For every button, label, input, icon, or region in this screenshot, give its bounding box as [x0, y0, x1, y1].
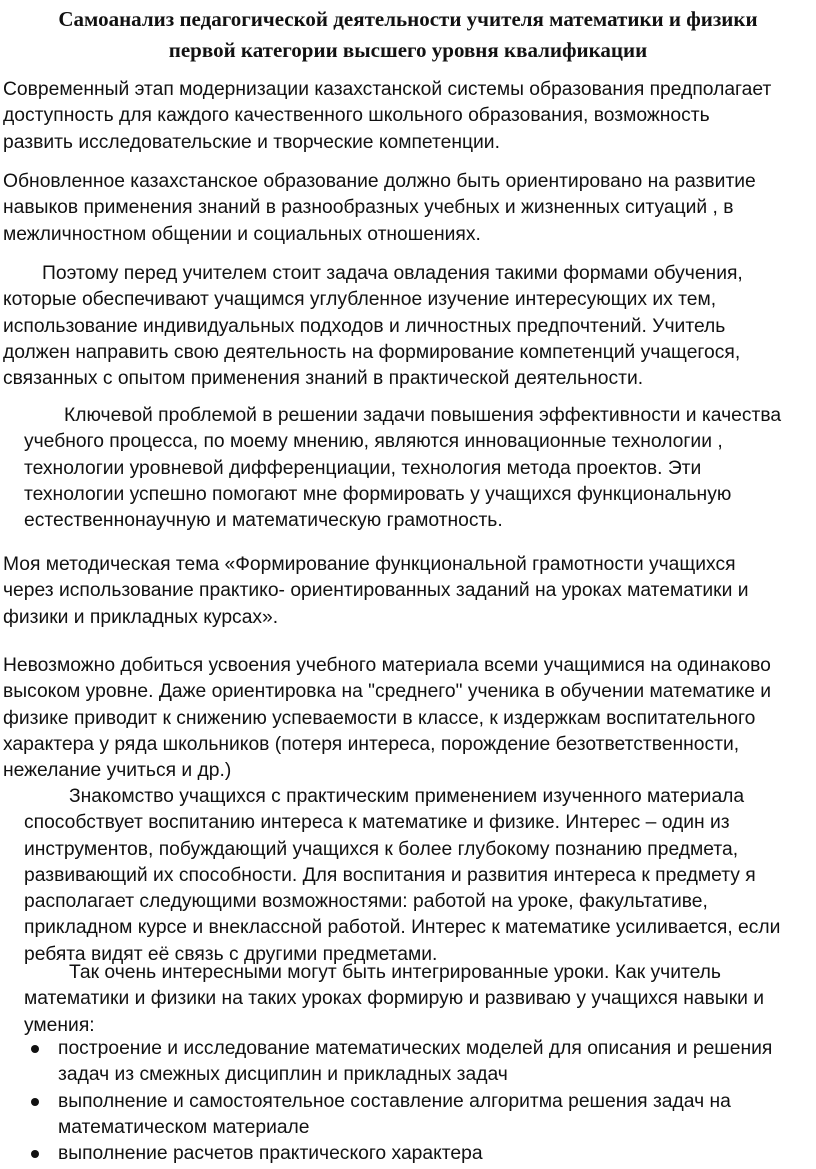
text-line: математическом материале — [58, 1116, 310, 1138]
text-line: математики и физики на таких уроках формирую и развиваю у учащихся навыки и — [24, 988, 765, 1010]
text-line: нежелание учиться и др.) — [3, 760, 232, 782]
paragraph-updated-education — [3, 169, 756, 248]
skills-list — [24, 1036, 772, 1167]
title-line-2: первой категории высшего уровня квалификации — [168, 38, 648, 62]
list-item — [24, 1089, 772, 1142]
text-line: связанных с опытом применения знаний в практической деятельности. — [3, 368, 644, 390]
paragraph-methodical-theme — [3, 552, 749, 631]
text-line: инструментов, побуждающий учащихся к более глубокому познанию предмета, — [24, 838, 739, 860]
text-line: построение и исследование математических моделей для описания и решения — [58, 1038, 773, 1059]
paragraph-impossible — [3, 653, 771, 784]
text-line: физики и прикладных курсах». — [3, 606, 279, 628]
text-line: Ключевой проблемой в решении задачи повышения эффективности и качества — [64, 405, 782, 426]
text-line: должен направить свою деятельность на формирование компетенций учащегося, — [3, 341, 741, 363]
text-line: прикладном курсе и внеклассной работой. Интерес к математике усиливается, если — [24, 917, 781, 939]
text-line: Современный этап модернизации казахстанской системы образования предполагает — [3, 79, 772, 100]
text-line: доступность для каждого качественного школьного образования, возможность — [3, 105, 710, 127]
paragraph-key-problem — [24, 403, 781, 534]
text-line: Невозможно добиться усвоения учебного материала всеми учащимися на одинаково — [3, 655, 771, 676]
paragraph-interest — [24, 784, 780, 968]
text-line: располагает следующими возможностями: работой на уроке, факультативе, — [24, 891, 708, 913]
text-line: развить исследовательские и творческие компетенции. — [3, 131, 500, 153]
text-line: умения: — [24, 1014, 95, 1036]
text-line: выполнение расчетов практического характера — [58, 1143, 483, 1165]
text-line: физике приводит к снижению успеваемости в классе, к издержкам воспитательного — [3, 707, 756, 729]
bullet-icon — [31, 1098, 39, 1106]
bullet-icon — [31, 1150, 39, 1158]
text-line: которые обеспечивают учащимся углубленное изучение интересующих их тем, — [3, 289, 717, 311]
text-line: Так очень интересными могут быть интегрированные уроки. Как учитель — [69, 962, 721, 983]
text-line: Моя методическая тема «Формирование функциональной грамотности учащихся — [3, 554, 736, 575]
bullet-icon — [31, 1045, 39, 1053]
text-line: Знакомство учащихся с практическим применением изученного материала — [69, 786, 745, 807]
title-line-1: Самоанализ педагогической деятельности учителя математики и физики — [58, 7, 758, 31]
list-item — [24, 1141, 772, 1167]
text-line: Обновленное казахстанское образование должно быть ориентировано на развитие — [3, 171, 756, 192]
text-line: через использование практико- ориентированных заданий на уроках математики и — [3, 580, 749, 602]
text-line: навыков применения знаний в разнообразных учебных и жизненных ситуаций , в — [3, 197, 734, 219]
text-line: межличностном общении и социальных отношениях. — [3, 223, 481, 245]
text-line: Поэтому перед учителем стоит задача овладения такими формами обучения, — [42, 263, 743, 284]
text-line: технологии успешно помогают мне формировать у учащихся функциональную — [24, 483, 732, 505]
text-line: высоком уровне. Даже ориентировка на "среднего" ученика в обучении математике и — [3, 681, 772, 703]
text-line: ребята видят её связь с другими предметами. — [24, 943, 438, 965]
text-line: использование индивидуальных подходов и личностных предпочтений. Учитель — [3, 315, 726, 337]
text-line: задач из смежных дисциплин и прикладных задач — [58, 1064, 508, 1086]
text-line: естественнонаучную и математическую грамотность. — [24, 510, 503, 532]
text-line: выполнение и самостоятельное составление алгоритма решения задач на — [58, 1090, 731, 1112]
text-line: развивающий их способности. Для воспитания и развития интереса к предмету я — [24, 864, 756, 886]
text-line: учебного процесса, по моему мнению, являются инновационные технологии , — [24, 431, 723, 453]
list-item — [24, 1036, 772, 1089]
paragraph-modernization — [3, 77, 771, 156]
text-line: характера у ряда школьников (потеря интереса, порождение безответственности, — [3, 733, 740, 755]
text-line: технологии уровневой дифференциации, технология метода проектов. Эти — [24, 457, 702, 479]
document-title — [0, 4, 816, 66]
paragraph-integrated-lessons — [24, 960, 764, 1039]
paragraph-teacher-task — [3, 261, 743, 392]
text-line: способствует воспитанию интереса к математике и физике. Интерес – один из — [24, 812, 730, 834]
